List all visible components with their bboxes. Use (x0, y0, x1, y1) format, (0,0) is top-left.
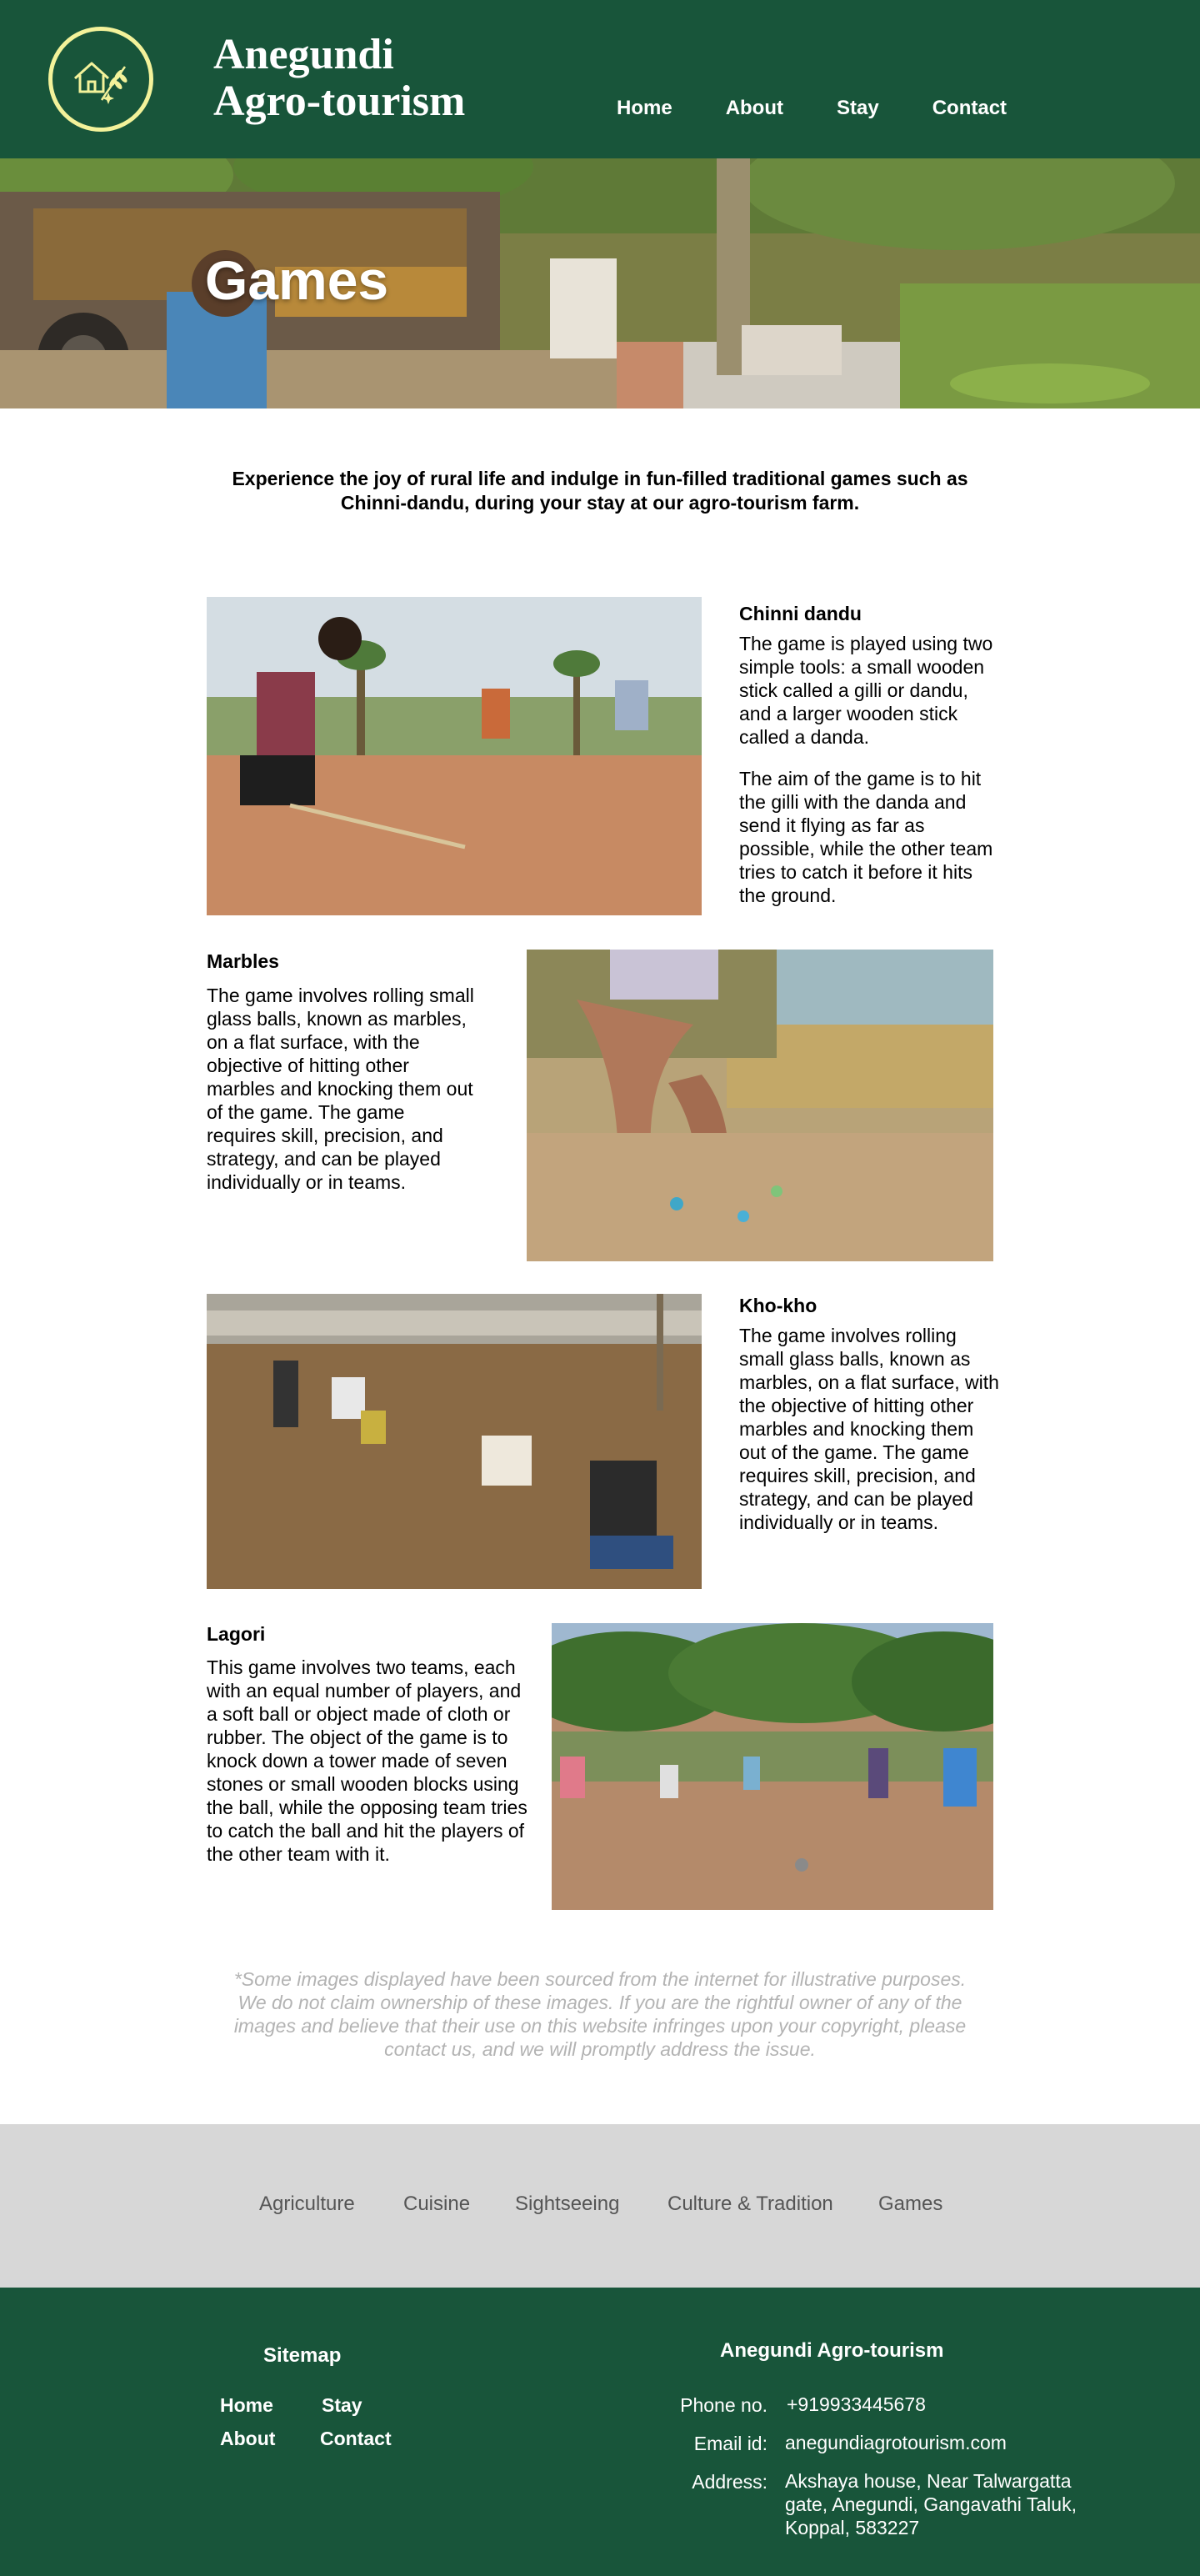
site-title (213, 32, 530, 125)
nav-home[interactable]: Home (617, 97, 672, 119)
marbles-photo (527, 950, 993, 1261)
sitemap-about[interactable]: About (220, 2428, 276, 2449)
nav-contact[interactable]: Contact (932, 97, 1008, 119)
sitemap-title: Sitemap (263, 2344, 342, 2367)
site-title-line1: Anegundi (213, 31, 394, 78)
chinni-dandu-para1: The game is played using two simple tools: a small wooden stick called a gilli or dandu, and a larger wooden stick called a danda. (739, 633, 993, 748)
nav-about[interactable]: About (725, 97, 783, 119)
link-agriculture[interactable]: Agriculture (259, 2193, 355, 2215)
hero-image (0, 158, 1200, 408)
link-cuisine[interactable]: Cuisine (403, 2193, 471, 2215)
email-label: Email id: (693, 2433, 768, 2454)
marbles-para1: The game involves rolling small glass balls, known as marbles, on a flat surface, with the objective of hitting other marbles and knocking them out of the game. The game requires skill, precision, and strategy, and can be played individually or in teams. (207, 985, 474, 1193)
link-games[interactable]: Games (878, 2193, 943, 2215)
lagori-photo (552, 1623, 993, 1910)
main-nav (617, 97, 1060, 120)
kho-kho-para1: The game involves rolling small glass balls, known as marbles, on a flat surface, with the objective of hitting other marbles and knocking them out of the game. The game requires skill, precision, and strategy, and can be played individually or in teams. (739, 1325, 999, 1533)
sitemap-contact[interactable]: Contact (320, 2428, 392, 2449)
house-leaf-icon (63, 42, 138, 117)
sitemap-home[interactable]: Home (220, 2394, 273, 2416)
sitemap-stay[interactable]: Stay (322, 2394, 362, 2416)
site-footer (0, 2288, 1200, 2576)
logo[interactable] (48, 27, 153, 132)
site-title-line2: Agro-tourism (213, 78, 466, 125)
phone-label: Phone no. (680, 2394, 768, 2416)
link-sightseeing[interactable]: Sightseeing (515, 2193, 620, 2215)
email-value[interactable]: anegundiagrotourism.com (785, 2432, 1007, 2453)
footer-org-title: Anegundi Agro-tourism (720, 2339, 944, 2362)
link-culture-tradition[interactable]: Culture & Tradition (668, 2193, 833, 2215)
chinni-dandu-photo (207, 597, 702, 915)
chinni-dandu-para2: The aim of the game is to hit the gilli with the danda and send it flying as far as possible, while the other team tries to catch it before it hits the ground. (739, 768, 993, 906)
lagori-title: Lagori (207, 1623, 266, 1645)
phone-value[interactable]: +919933445678 (787, 2393, 926, 2415)
intro-text: Experience the joy of rural life and indulge in fun-filled traditional games such as Chinni-dandu, during your stay at our agro-tourism farm. (232, 468, 968, 514)
category-links (0, 2124, 1200, 2288)
site-header (0, 0, 1200, 158)
image-disclaimer: *Some images displayed have been sourced from the internet for illustrative purposes. We do not claim ownership of these images. If you are the rightful owner of any of the images and believe that their use on this website infringes upon your copyright, please contact us, and we will promptly address the issue. (233, 1968, 967, 2060)
address-label: Address: (692, 2471, 768, 2493)
nav-stay[interactable]: Stay (837, 97, 879, 119)
marbles-title: Marbles (207, 950, 279, 972)
kho-kho-title: Kho-kho (739, 1295, 818, 1316)
kho-kho-photo (207, 1294, 702, 1589)
chinni-dandu-title: Chinni dandu (739, 603, 862, 624)
hero-banner (0, 158, 1200, 408)
address-value: Akshaya house, Near Talwargatta gate, Anegundi, Gangavathi Taluk, Koppal, 583227 (785, 2470, 1077, 2538)
page-title: Games (205, 249, 389, 311)
lagori-para1: This game involves two teams, each with an equal number of players, and a soft ball or object made of cloth or rubber. The object of the game is to knock down a tower made of seven stones or small wooden blocks using the ball, while the opposing team tries to catch the ball and hit the players of the other team with it. (207, 1656, 528, 1865)
